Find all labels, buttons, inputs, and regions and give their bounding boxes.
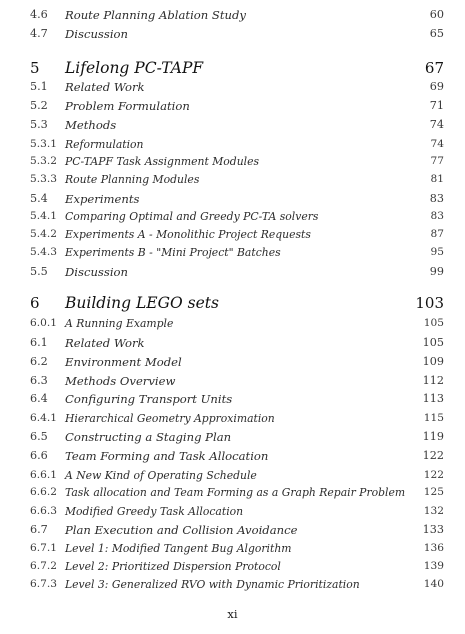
toc-entry-page[interactable]: 74 [430, 138, 444, 150]
toc-entry-page[interactable]: 125 [423, 486, 444, 498]
toc-entry-page[interactable]: 122 [423, 469, 444, 481]
toc-entry-number: 5.3 [30, 118, 48, 131]
toc-entry[interactable] [0, 578, 465, 594]
toc-entry[interactable] [0, 317, 465, 333]
toc-entry-number: 5.3.1 [30, 138, 57, 150]
toc-entry-number: 5.4.3 [30, 246, 57, 258]
toc-entry-title[interactable]: Level 2: Prioritized Dispersion Protocol [65, 560, 281, 573]
toc-entry-page[interactable]: 140 [423, 578, 444, 590]
toc-entry-title[interactable]: Related Work [65, 336, 145, 350]
toc-entry[interactable] [0, 523, 465, 539]
toc-entry[interactable] [0, 412, 465, 428]
toc-entry-number: 6.7.3 [30, 578, 57, 590]
toc-entry-title[interactable]: Lifelong PC-TAPF [65, 59, 204, 77]
toc-entry-page[interactable]: 132 [423, 505, 444, 517]
toc-entry-number: 5 [30, 59, 40, 77]
toc-entry-number: 5.4.1 [30, 210, 57, 222]
toc-entry-page[interactable]: 95 [430, 246, 444, 258]
toc-entry-title[interactable]: Experiments [65, 192, 140, 206]
toc-entry-page[interactable]: 81 [430, 173, 444, 185]
toc-entry[interactable] [0, 469, 465, 485]
toc-entry-page[interactable]: 69 [429, 80, 444, 93]
toc-entry-page[interactable]: 109 [422, 355, 444, 368]
toc-entry-title[interactable]: Experiments B - "Mini Project" Batches [65, 246, 281, 259]
toc-entry-title[interactable]: Experiments A - Monolithic Project Requests [65, 228, 311, 241]
toc-entry-number: 6.7 [30, 523, 48, 536]
toc-entry-number: 6.6.3 [30, 505, 57, 517]
toc-entry[interactable] [0, 228, 465, 244]
toc-entry-title[interactable]: Route Planning Modules [65, 173, 200, 186]
toc-entry-page[interactable]: 112 [422, 374, 444, 387]
toc-entry[interactable] [0, 336, 465, 352]
toc-entry[interactable] [0, 173, 465, 189]
toc-chapter-entry[interactable] [0, 59, 465, 79]
toc-entry-number: 5.4 [30, 192, 48, 205]
toc-entry-page[interactable]: 83 [429, 192, 444, 205]
toc-entry[interactable] [0, 27, 465, 43]
toc-entry-title[interactable]: Comparing Optimal and Greedy PC-TA solvers [65, 210, 319, 223]
toc-entry-title[interactable]: PC-TAPF Task Assignment Modules [65, 155, 260, 168]
toc-entry[interactable] [0, 486, 465, 502]
toc-entry-number: 6 [30, 294, 40, 312]
toc-entry-number: 6.1 [30, 336, 48, 349]
toc-entry-title[interactable]: Level 3: Generalized RVO with Dynamic Prioritization [65, 578, 360, 591]
toc-entry-page[interactable]: 87 [430, 228, 444, 240]
toc-entry-title[interactable]: Environment Model [65, 355, 182, 369]
toc-entry[interactable] [0, 8, 465, 24]
toc-entry-number: 6.6 [30, 449, 48, 462]
toc-entry-page[interactable]: 136 [423, 542, 444, 554]
toc-entry-number: 6.4 [30, 392, 48, 405]
toc-entry-page[interactable]: 119 [422, 430, 444, 443]
toc-entry-title[interactable]: Modified Greedy Task Allocation [65, 505, 244, 518]
toc-entry[interactable] [0, 155, 465, 171]
toc-entry[interactable] [0, 355, 465, 371]
toc-entry-title[interactable]: Team Forming and Task Allocation [65, 449, 269, 463]
toc-entry-page[interactable]: 67 [424, 59, 444, 77]
toc-entry[interactable] [0, 430, 465, 446]
toc-entry-page[interactable]: 83 [430, 210, 444, 222]
toc-entry-title[interactable]: Configuring Transport Units [65, 392, 233, 406]
toc-entry[interactable] [0, 99, 465, 115]
toc-entry-page[interactable]: 65 [429, 27, 444, 40]
toc-entry-page[interactable]: 122 [422, 449, 444, 462]
toc-entry[interactable] [0, 505, 465, 521]
toc-entry-page[interactable]: 103 [415, 294, 444, 312]
toc-entry-number: 5.3.2 [30, 155, 57, 167]
toc-entry-number: 6.3 [30, 374, 48, 387]
toc-entry-title[interactable]: Level 1: Modified Tangent Bug Algorithm [65, 542, 292, 555]
toc-entry-number: 6.6.2 [30, 486, 57, 498]
toc-entry-number: 4.6 [30, 8, 48, 21]
toc-entry-title[interactable]: A New Kind of Operating Schedule [65, 469, 257, 482]
toc-entry-page[interactable]: 71 [429, 99, 444, 112]
toc-entry-number: 4.7 [30, 27, 48, 40]
toc-entry-title[interactable]: Hierarchical Geometry Approximation [65, 412, 275, 425]
toc-entry-title[interactable]: A Running Example [65, 317, 174, 330]
toc-entry[interactable] [0, 118, 465, 134]
toc-entry[interactable] [0, 542, 465, 558]
toc-entry[interactable] [0, 246, 465, 262]
toc-entry-number: 6.6.1 [30, 469, 57, 481]
toc-entry-title[interactable]: Route Planning Ablation Study [65, 8, 246, 22]
toc-entry-number: 6.7.1 [30, 542, 57, 554]
toc-chapter-entry[interactable] [0, 294, 465, 314]
toc-entry-number: 5.2 [30, 99, 48, 112]
toc-entry-title[interactable]: Methods [65, 118, 117, 132]
toc-entry-page[interactable]: 139 [423, 560, 444, 572]
toc-entry-title[interactable]: Discussion [65, 27, 128, 41]
toc-entry-number: 6.2 [30, 355, 48, 368]
toc-entry-title[interactable]: Building LEGO sets [65, 294, 219, 312]
toc-entry-title[interactable]: Constructing a Staging Plan [65, 430, 232, 444]
toc-entry-title[interactable]: Plan Execution and Collision Avoidance [65, 523, 298, 537]
toc-entry-page[interactable]: 77 [430, 155, 444, 167]
toc-entry-page[interactable]: 113 [422, 392, 444, 405]
toc-entry-number: 5.1 [30, 80, 48, 93]
toc-entry-page[interactable]: 60 [429, 8, 444, 21]
toc-entry[interactable] [0, 192, 465, 208]
toc-entry-page[interactable]: 105 [422, 336, 444, 349]
toc-entry-title[interactable]: Problem Formulation [65, 99, 190, 113]
toc-entry[interactable] [0, 392, 465, 408]
toc-entry-page[interactable]: 133 [422, 523, 444, 536]
toc-entry[interactable] [0, 210, 465, 226]
toc-entry[interactable] [0, 374, 465, 390]
toc-entry[interactable] [0, 80, 465, 96]
toc-entry-page[interactable]: 74 [429, 118, 444, 131]
toc-entry-number: 6.7.2 [30, 560, 57, 572]
toc-entry[interactable] [0, 138, 465, 154]
toc-entry[interactable] [0, 265, 465, 281]
toc-entry-title[interactable]: Reformulation [65, 138, 144, 151]
page-folio: xi [227, 607, 238, 621]
toc-entry-number: 6.5 [30, 430, 48, 443]
toc-entry-number: 6.0.1 [30, 317, 57, 329]
toc-entry-number: 6.4.1 [30, 412, 57, 424]
toc-entry[interactable] [0, 449, 465, 465]
toc-entry-title[interactable]: Task allocation and Team Forming as a Graph Repair Problem [65, 486, 406, 499]
toc-entry-number: 5.4.2 [30, 228, 57, 240]
toc-entry-number: 5.5 [30, 265, 48, 278]
toc-entry-number: 5.3.3 [30, 173, 57, 185]
toc-entry-page[interactable]: 115 [423, 412, 444, 424]
toc-entry-title[interactable]: Related Work [65, 80, 145, 94]
toc-entry[interactable] [0, 560, 465, 576]
toc-entry-title[interactable]: Discussion [65, 265, 128, 279]
toc-entry-page[interactable]: 99 [429, 265, 444, 278]
toc-entry-title[interactable]: Methods Overview [65, 374, 176, 388]
toc-entry-page[interactable]: 105 [423, 317, 444, 329]
